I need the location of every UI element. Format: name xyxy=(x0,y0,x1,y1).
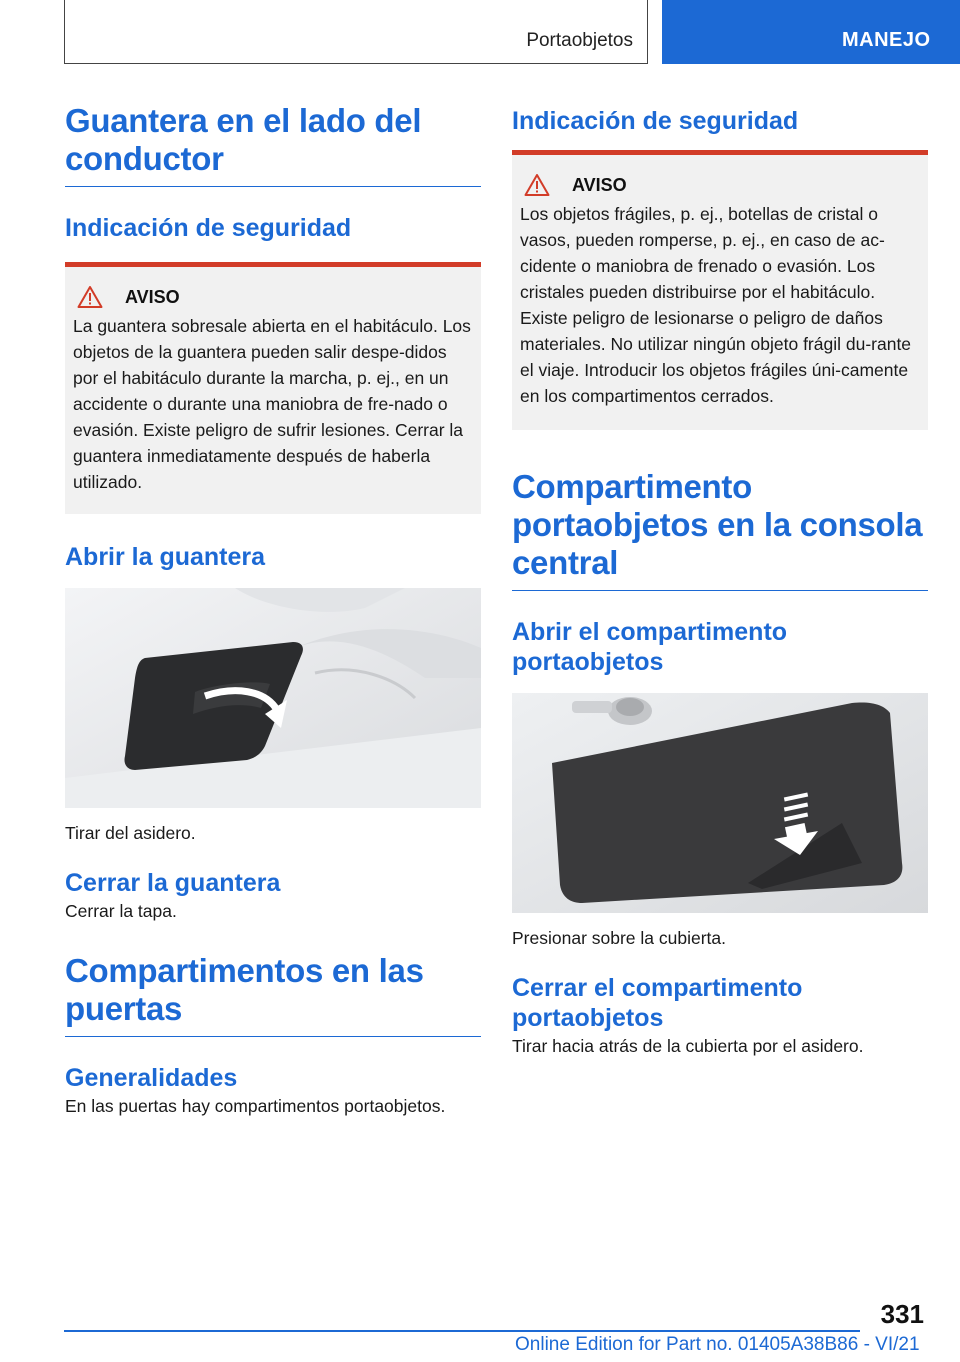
console-illustration xyxy=(512,693,928,913)
right-column xyxy=(512,102,928,1059)
heading-seguridad-left: Indicación de seguridad xyxy=(65,214,352,242)
cerrar-compartimento-text: Tirar hacia atrás de la cubierta por el asidero. xyxy=(512,1036,864,1056)
heading-abrir-compartimento: Abrir el compartimento portaobjetos xyxy=(512,618,788,676)
console-photo xyxy=(512,693,928,913)
heading-puertas: Compartimentos en las puertas xyxy=(65,952,481,1037)
warning-text: Los objetos frágiles, p. ej., botellas de cristal o vasos, pueden romperse, p. ej., en caso de ac-cidente o maniobra de frenado o evasión. Los cristales pueden distribuirse por el habitáculo. Existe peligro de lesionarse o peligro de daños materiales. No utilizar ningún objeto frágil du-rante el viaje. Introducir los objetos frágiles úni-camente en los compartimentos cerrados. xyxy=(520,204,912,406)
warning-box-left xyxy=(65,262,481,514)
warning-label: AVISO xyxy=(125,286,180,307)
cerrar-guantera-text: Cerrar la tapa. xyxy=(65,901,177,921)
warning-box-right xyxy=(512,150,928,430)
chapter-tab-label: MANEJO xyxy=(842,29,931,51)
heading-guantera: Guantera en el lado del conductor xyxy=(65,102,481,187)
header-section-title: Portaobjetos xyxy=(526,30,633,51)
abrir-compartimento-caption: Presionar sobre la cubierta. xyxy=(512,928,726,948)
heading-consola: Compartimento portaobjetos en la consola central xyxy=(512,468,928,591)
heading-abrir-guantera: Abrir la guantera xyxy=(65,543,266,571)
edition-text: Online Edition for Part no. 01405A38B86 - VI/21 xyxy=(515,1334,920,1355)
heading-seguridad-right: Indicación de seguridad xyxy=(512,107,799,135)
warning-label: AVISO xyxy=(572,174,627,195)
header-box xyxy=(64,0,648,64)
chapter-tab[interactable] xyxy=(662,0,960,64)
left-column xyxy=(65,102,481,1119)
page-number: 331 xyxy=(880,1299,924,1329)
heading-generalidades: Generalidades xyxy=(65,1064,238,1092)
warning-triangle-icon xyxy=(77,285,103,309)
heading-cerrar-guantera: Cerrar la guantera xyxy=(65,869,281,897)
abrir-guantera-caption: Tirar del asidero. xyxy=(65,823,196,843)
heading-cerrar-compartimento: Cerrar el compartimento portaobjetos xyxy=(512,974,803,1032)
warning-triangle-icon xyxy=(524,173,550,197)
glovebox-photo xyxy=(65,588,481,808)
footer-divider xyxy=(64,1330,860,1332)
generalidades-text: En las puertas hay compartimentos portaobjetos. xyxy=(65,1096,446,1116)
warning-text: La guantera sobresale abierta en el habitáculo. Los objetos de la guantera pueden salir despe-didos por el habitáculo durante la marcha, p. ej., en un accidente o durante una maniobra de fre-nado o evasión. Existe peligro de sufrir lesiones. Cerrar la guantera inmediatamente después de haberla utilizado. xyxy=(73,316,471,492)
glovebox-illustration xyxy=(65,588,481,808)
